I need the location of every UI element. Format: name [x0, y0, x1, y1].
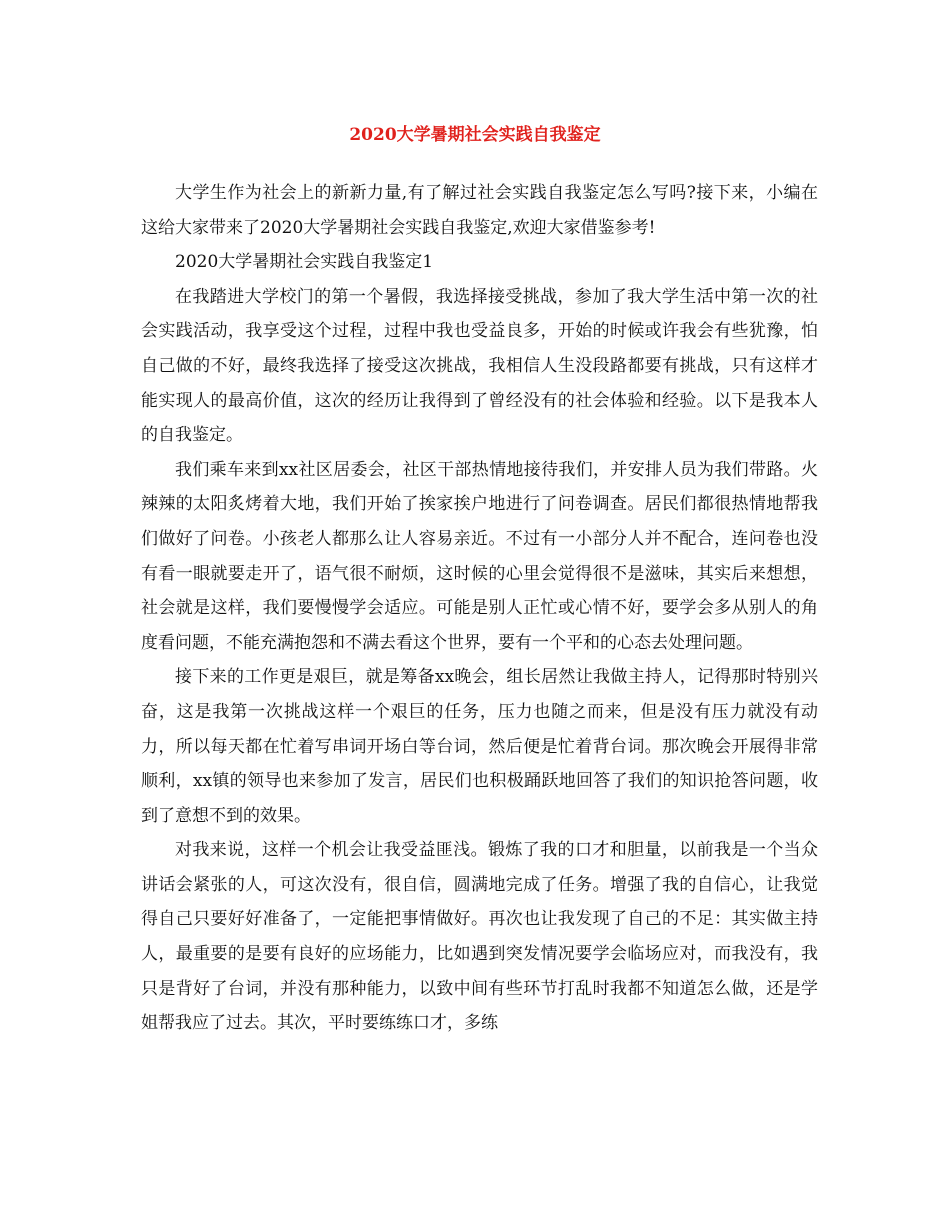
body-paragraph: 我们乘车来到xx社区居委会，社区干部热情地接待我们，并安排人员为我们带路。火辣辣的太阳炙烤着大地，我们开始了挨家挨户地进行了问卷调查。居民们都很热情地帮我们做好了问卷。小孩老人都那么让人容易亲近。不过有一小部分人并不配合，连问卷也没有看一眼就要走开了，语气很不耐烦，这时候的心里会觉得很不是滋味，其实后来想想，社会就是这样，我们要慢慢学会适应。可能是别人正忙或心情不好，要学会多从别人的角度看问题，不能充满抱怨和不满去看这个世界，要有一个平和的心态去处理问题。 [141, 459, 818, 653]
document-body [141, 176, 818, 1041]
body-paragraph: 在我踏进大学校门的第一个暑假，我选择接受挑战，参加了我大学生活中第一次的社会实践活动，我享受这个过程，过程中我也受益良多，开始的时候或许我会有些犹豫，怕自己做的不好，最终我选择了接受这次挑战，我相信人生没段路都要有挑战，只有这样才能实现人的最高价值，这次的经历让我得到了曾经没有的社会体验和经验。以下是我本人的自我鉴定。 [141, 286, 818, 446]
body-paragraph: 接下来的工作更是艰巨，就是筹备xx晚会，组长居然让我做主持人，记得那时特别兴奋，这是我第一次挑战这样一个艰巨的任务，压力也随之而来，但是没有压力就没有动力，所以每天都在忙着写串词开场白等台词，然后便是忙着背台词。那次晚会开展得非常顺利，xx镇的领导也来参加了发言，居民们也积极踊跃地回答了我们的知识抢答问题，收到了意想不到的效果。 [141, 667, 818, 826]
intro-paragraph: 大学生作为社会上的新新力量,有了解过社会实践自我鉴定怎么写吗?接下来，小编在这给大家带来了2020大学暑期社会实践自我鉴定,欢迎大家借鉴参考! [141, 183, 818, 238]
document-title: 2020大学暑期社会实践自我鉴定 [349, 125, 601, 145]
body-paragraph: 对我来说，这样一个机会让我受益匪浅。锻炼了我的口才和胆量，以前我是一个当众讲话会紧张的人，可这次没有，很自信，圆满地完成了任务。增强了我的自信心，让我觉得自己只要好好准备了，一定能把事情做好。再次也让我发现了自己的不足：其实做主持人，最重要的是要有良好的应场能力，比如遇到突发情况要学会临场应对，而我没有，我只是背好了台词，并没有那种能力，以致中间有些环节打乱时我都不知道怎么做，还是学姐帮我应了过去。其次，平时要练练口才，多练 [141, 840, 818, 1034]
section-heading: 2020大学暑期社会实践自我鉴定1 [175, 252, 434, 273]
